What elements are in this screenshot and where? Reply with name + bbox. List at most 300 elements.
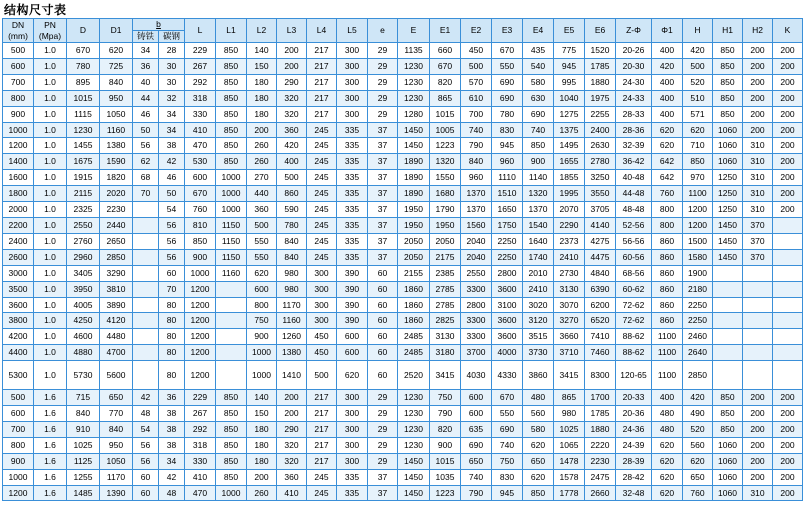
table-cell: 945: [492, 485, 523, 501]
table-cell: 180: [247, 437, 277, 453]
table-cell: 2600: [3, 249, 34, 265]
table-title: 结构尺寸表: [4, 3, 67, 17]
table-cell: 2785: [430, 281, 461, 297]
table-cell: 200: [743, 390, 773, 406]
table-cell: 200: [743, 43, 773, 59]
table-cell: 2850: [100, 249, 133, 265]
table-cell: 245: [307, 122, 337, 138]
table-cell: [133, 313, 159, 329]
table-cell: 670: [492, 390, 523, 406]
table-cell: 900: [3, 106, 34, 122]
table-cell: 28-39: [616, 453, 652, 469]
table-cell: 1740: [523, 249, 554, 265]
table-cell: 1600: [3, 170, 34, 186]
table-cell: 830: [492, 469, 523, 485]
table-cell: 1380: [277, 345, 307, 361]
table-cell: 1050: [100, 106, 133, 122]
table-cell: 560: [523, 406, 554, 422]
table-cell: [133, 329, 159, 345]
table-cell: 865: [430, 90, 461, 106]
table-cell: 1.0: [34, 217, 67, 233]
table-cell: 1000: [216, 186, 247, 202]
table-cell: 34: [159, 453, 185, 469]
table-cell: 32-39: [616, 138, 652, 154]
table-cell: 200: [773, 469, 803, 485]
header-col: L5: [337, 19, 368, 43]
table-cell: 1750: [492, 217, 523, 233]
table-cell: 860: [652, 249, 683, 265]
table-cell: 24-39: [616, 437, 652, 453]
table-cell: 1370: [523, 202, 554, 218]
table-cell: 56: [133, 437, 159, 453]
table-cell: 2175: [430, 249, 461, 265]
table-cell: 1.0: [34, 58, 67, 74]
table-cell: 945: [554, 58, 585, 74]
table-cell: 4030: [461, 361, 492, 390]
table-cell: 1115: [67, 106, 100, 122]
table-cell: 37: [368, 233, 398, 249]
table-cell: 1800: [3, 186, 34, 202]
table-cell: 2550: [67, 217, 100, 233]
table-cell: 2960: [67, 249, 100, 265]
table-cell: [713, 281, 743, 297]
spec-table: [2, 18, 803, 501]
table-cell: 68-56: [616, 265, 652, 281]
table-cell: 2373: [554, 233, 585, 249]
table-cell: 620: [652, 485, 683, 501]
table-cell: [216, 329, 247, 345]
table-cell: 1.6: [34, 437, 67, 453]
table-cell: 850: [713, 74, 743, 90]
table-cell: 3020: [523, 297, 554, 313]
table-cell: 46: [159, 170, 185, 186]
table-cell: 6520: [585, 313, 616, 329]
table-cell: 1950: [398, 202, 430, 218]
table-cell: 1785: [585, 406, 616, 422]
table-cell: 400: [652, 390, 683, 406]
table-cell: [713, 265, 743, 281]
table-cell: 715: [67, 390, 100, 406]
table-cell: 245: [307, 469, 337, 485]
table-cell: 4005: [67, 297, 100, 313]
table-cell: [773, 217, 803, 233]
table-cell: 450: [307, 329, 337, 345]
table-cell: 400: [652, 74, 683, 90]
table-cell: 120-65: [616, 361, 652, 390]
table-cell: 3070: [554, 297, 585, 313]
table-cell: 150: [247, 58, 277, 74]
table-row: [3, 90, 803, 106]
table-cell: 800: [247, 297, 277, 313]
table-cell: 1.0: [34, 138, 67, 154]
table-cell: 1495: [554, 138, 585, 154]
table-cell: 3890: [100, 297, 133, 313]
table-cell: 850: [713, 106, 743, 122]
table-cell: 300: [337, 74, 368, 90]
table-cell: 7410: [585, 329, 616, 345]
table-cell: 1680: [430, 186, 461, 202]
table-cell: 1578: [554, 469, 585, 485]
table-cell: 200: [277, 390, 307, 406]
table-cell: 36-42: [616, 154, 652, 170]
table-cell: 1060: [713, 138, 743, 154]
table-cell: 1370: [461, 186, 492, 202]
table-cell: 980: [554, 406, 585, 422]
table-cell: 335: [337, 249, 368, 265]
table-cell: 4840: [585, 265, 616, 281]
header-b-carbon-steel: 碳钢: [159, 31, 185, 43]
table-cell: 320: [277, 437, 307, 453]
header-col: E1: [430, 19, 461, 43]
table-cell: 530: [185, 154, 216, 170]
table-cell: 1655: [554, 154, 585, 170]
table-cell: 3130: [554, 281, 585, 297]
table-cell: 2850: [683, 361, 713, 390]
table-cell: 650: [683, 469, 713, 485]
table-cell: 300: [337, 106, 368, 122]
table-row: [3, 329, 803, 345]
table-cell: 820: [430, 421, 461, 437]
table-cell: 840: [100, 74, 133, 90]
table-cell: 1.0: [34, 329, 67, 345]
table-cell: 2630: [585, 138, 616, 154]
table-cell: 310: [743, 186, 773, 202]
table-cell: 4700: [100, 345, 133, 361]
table-cell: 600: [461, 390, 492, 406]
table-cell: 200: [743, 74, 773, 90]
table-cell: 1400: [3, 154, 34, 170]
table-cell: [773, 361, 803, 390]
table-row: [3, 297, 803, 313]
table-cell: [773, 329, 803, 345]
table-cell: 3600: [3, 297, 34, 313]
table-cell: 335: [337, 138, 368, 154]
table-cell: 510: [683, 90, 713, 106]
table-cell: 2660: [585, 485, 616, 501]
table-cell: [773, 265, 803, 281]
table-cell: 245: [307, 170, 337, 186]
table-cell: 650: [461, 453, 492, 469]
table-cell: 1500: [683, 233, 713, 249]
table-cell: 335: [337, 186, 368, 202]
table-cell: 50: [159, 186, 185, 202]
table-cell: 760: [185, 202, 216, 218]
table-cell: 48: [159, 485, 185, 501]
table-cell: 3290: [100, 265, 133, 281]
table-cell: 1170: [277, 297, 307, 313]
table-cell: 4330: [492, 361, 523, 390]
table-cell: 600: [461, 406, 492, 422]
table-cell: 1223: [430, 485, 461, 501]
table-cell: 850: [185, 233, 216, 249]
table-cell: 1200: [185, 329, 216, 345]
table-cell: 140: [247, 390, 277, 406]
table-cell: 56: [159, 233, 185, 249]
table-cell: 1170: [100, 469, 133, 485]
table-cell: 20-26: [616, 43, 652, 59]
table-row: [3, 485, 803, 501]
table-cell: 840: [100, 421, 133, 437]
table-cell: 2250: [492, 249, 523, 265]
table-cell: 590: [277, 202, 307, 218]
table-cell: 4000: [492, 345, 523, 361]
table-cell: 24-30: [616, 74, 652, 90]
table-cell: 38: [159, 138, 185, 154]
table-cell: 1200: [683, 202, 713, 218]
header-b: b: [133, 19, 185, 31]
table-cell: 1160: [277, 313, 307, 329]
table-cell: 1025: [67, 437, 100, 453]
table-cell: 300: [337, 390, 368, 406]
table-cell: 1375: [554, 122, 585, 138]
table-cell: 2640: [683, 345, 713, 361]
table-cell: 750: [430, 390, 461, 406]
table-cell: 1060: [713, 437, 743, 453]
table-cell: 2410: [554, 249, 585, 265]
table-cell: 1015: [430, 106, 461, 122]
table-cell: 292: [185, 74, 216, 90]
table-cell: 300: [337, 58, 368, 74]
table-cell: 2825: [430, 313, 461, 329]
table-cell: 180: [247, 74, 277, 90]
table-cell: 36: [133, 58, 159, 74]
table-cell: 7460: [585, 345, 616, 361]
table-cell: 850: [216, 58, 247, 74]
table-cell: 740: [492, 437, 523, 453]
table-cell: 790: [430, 406, 461, 422]
table-cell: 80: [159, 313, 185, 329]
table-cell: 1860: [398, 281, 430, 297]
table-cell: 37: [368, 122, 398, 138]
table-cell: 410: [185, 122, 216, 138]
table-cell: 620: [337, 361, 368, 390]
table-cell: 48-48: [616, 202, 652, 218]
table-cell: 200: [743, 453, 773, 469]
table-cell: 1200: [185, 297, 216, 313]
table-cell: 1275: [554, 106, 585, 122]
table-cell: 2180: [683, 281, 713, 297]
table-cell: 790: [461, 138, 492, 154]
table-cell: 217: [307, 58, 337, 74]
table-cell: 1.6: [34, 421, 67, 437]
table-cell: 1.6: [34, 390, 67, 406]
table-cell: 960: [492, 154, 523, 170]
table-cell: 54: [159, 202, 185, 218]
table-cell: 1200: [185, 281, 216, 297]
table-cell: 1.0: [34, 186, 67, 202]
table-cell: 335: [337, 485, 368, 501]
table-cell: 1230: [67, 122, 100, 138]
table-cell: 29: [368, 74, 398, 90]
table-cell: 3180: [430, 345, 461, 361]
table-cell: 2475: [585, 469, 616, 485]
table-cell: 2780: [585, 154, 616, 170]
table-row: [3, 74, 803, 90]
table-cell: 1.0: [34, 202, 67, 218]
table-cell: 642: [652, 170, 683, 186]
table-row: [3, 154, 803, 170]
table-cell: 635: [461, 421, 492, 437]
table-cell: 1.0: [34, 90, 67, 106]
table-cell: 44-48: [616, 186, 652, 202]
table-cell: 1100: [652, 329, 683, 345]
table-cell: [133, 281, 159, 297]
table-cell: 1950: [398, 217, 430, 233]
header-col: L4: [307, 19, 337, 43]
table-cell: 200: [773, 138, 803, 154]
table-cell: 180: [247, 90, 277, 106]
table-cell: 37: [368, 202, 398, 218]
table-cell: 38: [159, 406, 185, 422]
table-cell: 1200: [185, 361, 216, 390]
table-cell: 3000: [3, 265, 34, 281]
table-cell: 1390: [100, 485, 133, 501]
table-cell: 760: [652, 186, 683, 202]
table-cell: 500: [247, 217, 277, 233]
table-cell: 60-62: [616, 281, 652, 297]
table-cell: [743, 345, 773, 361]
table-cell: 80: [159, 345, 185, 361]
table-cell: 945: [492, 138, 523, 154]
table-cell: 800: [3, 437, 34, 453]
header-col: L3: [277, 19, 307, 43]
table-cell: 2440: [100, 217, 133, 233]
table-cell: 3800: [3, 313, 34, 329]
table-cell: 30: [159, 58, 185, 74]
table-cell: 1250: [713, 202, 743, 218]
table-cell: [216, 345, 247, 361]
table-cell: 1000: [247, 345, 277, 361]
table-row: [3, 202, 803, 218]
table-cell: 560: [683, 437, 713, 453]
table-cell: 29: [368, 421, 398, 437]
table-cell: 900: [523, 154, 554, 170]
table-cell: 1200: [3, 485, 34, 501]
table-cell: 410: [185, 469, 216, 485]
table-cell: 980: [277, 265, 307, 281]
table-row: [3, 313, 803, 329]
table-cell: 980: [277, 281, 307, 297]
table-cell: [743, 265, 773, 281]
table-cell: 200: [773, 106, 803, 122]
table-cell: 48: [133, 406, 159, 422]
table-cell: 865: [554, 390, 585, 406]
table-cell: 910: [67, 421, 100, 437]
table-cell: 200: [773, 421, 803, 437]
table-cell: 2460: [683, 329, 713, 345]
table-cell: 1.0: [34, 154, 67, 170]
table-cell: 260: [247, 154, 277, 170]
table-cell: 300: [337, 437, 368, 453]
table-cell: 180: [247, 453, 277, 469]
table-cell: 3705: [585, 202, 616, 218]
table-cell: 850: [523, 485, 554, 501]
table-cell: 850: [713, 58, 743, 74]
table-cell: 780: [67, 58, 100, 74]
table-cell: 840: [277, 249, 307, 265]
table-cell: 200: [247, 122, 277, 138]
table-cell: 750: [492, 453, 523, 469]
table-cell: 1.6: [34, 406, 67, 422]
table-cell: 2115: [67, 186, 100, 202]
table-cell: 1005: [430, 122, 461, 138]
table-cell: 1230: [398, 406, 430, 422]
table-cell: 60: [368, 297, 398, 313]
table-row: [3, 406, 803, 422]
table-cell: 1.0: [34, 345, 67, 361]
table-cell: 850: [713, 90, 743, 106]
table-cell: 200: [773, 122, 803, 138]
table-cell: 245: [307, 217, 337, 233]
header-col: Φ1: [652, 19, 683, 43]
table-cell: 1900: [683, 265, 713, 281]
table-cell: 318: [185, 90, 216, 106]
table-cell: [743, 313, 773, 329]
table-cell: 2250: [492, 233, 523, 249]
table-cell: [713, 329, 743, 345]
table-row: [3, 361, 803, 390]
table-cell: 1778: [554, 485, 585, 501]
table-cell: 1040: [554, 90, 585, 106]
table-cell: 2255: [585, 106, 616, 122]
table-cell: 5730: [67, 361, 100, 390]
table-cell: 200: [743, 122, 773, 138]
table-cell: 56: [159, 249, 185, 265]
table-cell: 420: [683, 43, 713, 59]
table-cell: 72-62: [616, 313, 652, 329]
table-cell: 1510: [492, 186, 523, 202]
table-cell: 850: [216, 90, 247, 106]
table-cell: 2730: [554, 265, 585, 281]
table-cell: [743, 361, 773, 390]
table-cell: 245: [307, 233, 337, 249]
table-cell: 60: [368, 361, 398, 390]
table-cell: 2400: [3, 233, 34, 249]
table-cell: 1060: [713, 154, 743, 170]
table-cell: [713, 313, 743, 329]
table-cell: 600: [247, 281, 277, 297]
table-cell: 670: [67, 43, 100, 59]
table-cell: 318: [185, 437, 216, 453]
table-cell: 80: [159, 361, 185, 390]
table-cell: 1.0: [34, 265, 67, 281]
table-cell: 1223: [430, 138, 461, 154]
table-cell: 200: [773, 453, 803, 469]
table-cell: 2155: [398, 265, 430, 281]
table-cell: 200: [773, 186, 803, 202]
table-cell: 1230: [398, 421, 430, 437]
table-cell: [743, 281, 773, 297]
table-cell: 1450: [713, 249, 743, 265]
table-cell: 620: [100, 43, 133, 59]
table-cell: 37: [368, 170, 398, 186]
table-cell: 740: [461, 122, 492, 138]
table-cell: 32: [159, 90, 185, 106]
table-cell: 229: [185, 390, 216, 406]
table-cell: 292: [185, 421, 216, 437]
table-cell: 1.0: [34, 106, 67, 122]
table-cell: 1015: [67, 90, 100, 106]
table-cell: 420: [683, 390, 713, 406]
table-cell: 24-33: [616, 90, 652, 106]
table-cell: [773, 281, 803, 297]
table-cell: 850: [523, 138, 554, 154]
table-cell: 840: [461, 154, 492, 170]
table-cell: 370: [743, 217, 773, 233]
table-cell: 245: [307, 485, 337, 501]
table-cell: 20-33: [616, 390, 652, 406]
table-cell: 46: [133, 106, 159, 122]
